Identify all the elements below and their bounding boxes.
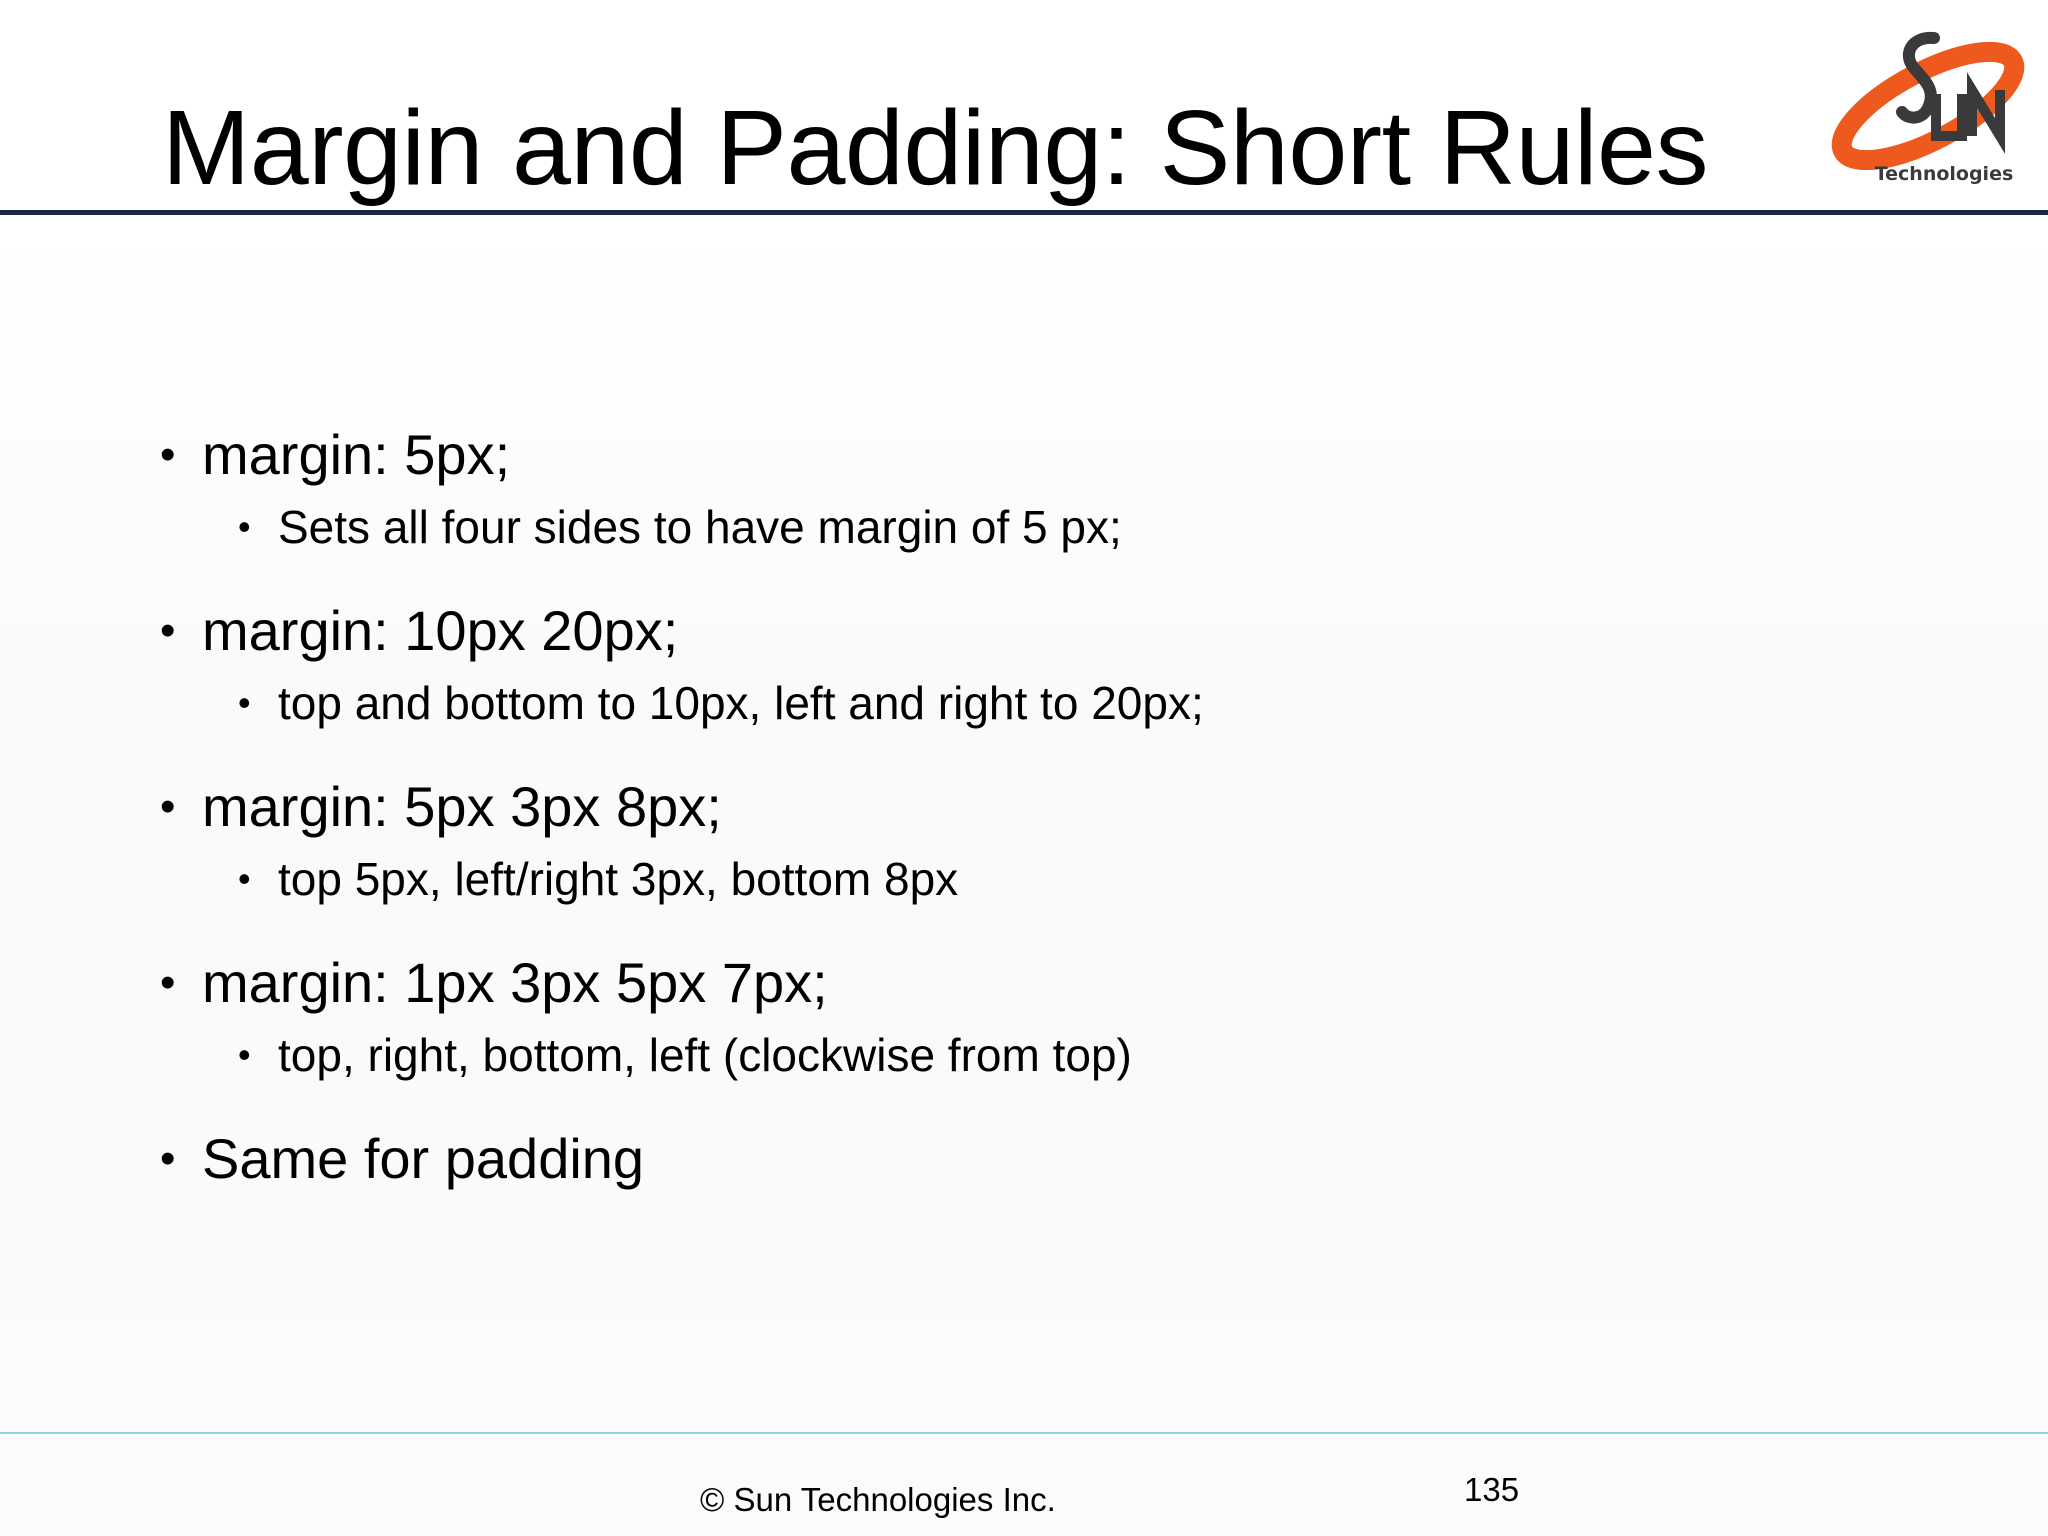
list-item	[160, 948, 1860, 1084]
bullet-icon: •	[238, 682, 251, 723]
sun-technologies-logo	[1816, 24, 2048, 196]
bullet-text: margin: 10px 20px;	[202, 599, 679, 662]
bullet-level-2	[160, 674, 1860, 732]
bullet-level-2	[160, 850, 1860, 908]
bullet-level-2	[160, 498, 1860, 556]
bullet-icon: •	[238, 1034, 251, 1075]
bullet-icon: •	[160, 782, 176, 831]
bullet-text: margin: 1px 3px 5px 7px;	[202, 951, 828, 1014]
bullet-level-1	[160, 420, 1860, 490]
bullet-text: margin: 5px;	[202, 423, 511, 486]
title-divider	[0, 210, 2048, 215]
bullet-icon: •	[238, 858, 251, 899]
bullet-level-2	[160, 1026, 1860, 1084]
footer-divider	[0, 1432, 2048, 1434]
bullet-text: margin: 5px 3px 8px;	[202, 775, 722, 838]
sub-bullet-text: Sets all four sides to have margin of 5 px;	[278, 501, 1122, 553]
copyright-text: © Sun Technologies Inc.	[700, 1481, 1056, 1518]
sub-bullet-text: top, right, bottom, left (clockwise from top)	[278, 1029, 1132, 1081]
bullet-icon: •	[238, 506, 251, 547]
bullet-icon: •	[160, 430, 176, 479]
bullet-level-1	[160, 596, 1860, 666]
bullet-text: Same for padding	[202, 1127, 645, 1190]
sub-bullet-text: top 5px, left/right 3px, bottom 8px	[278, 853, 959, 905]
logo-text: Technologies	[1874, 163, 2014, 185]
bullet-list	[160, 420, 1860, 1194]
list-item	[160, 772, 1860, 908]
bullet-icon: •	[160, 1134, 176, 1183]
bullet-icon: •	[160, 958, 176, 1007]
page-number: 135	[1464, 1471, 1520, 1508]
list-item	[160, 1124, 1860, 1194]
bullet-icon: •	[160, 606, 176, 655]
slide-title: Margin and Padding: Short Rules	[162, 89, 1708, 207]
bullet-level-1	[160, 1124, 1860, 1194]
list-item	[160, 596, 1860, 732]
list-item	[160, 420, 1860, 556]
bullet-level-1	[160, 948, 1860, 1018]
sub-bullet-text: top and bottom to 10px, left and right to 20px;	[278, 677, 1204, 729]
bullet-level-1	[160, 772, 1860, 842]
